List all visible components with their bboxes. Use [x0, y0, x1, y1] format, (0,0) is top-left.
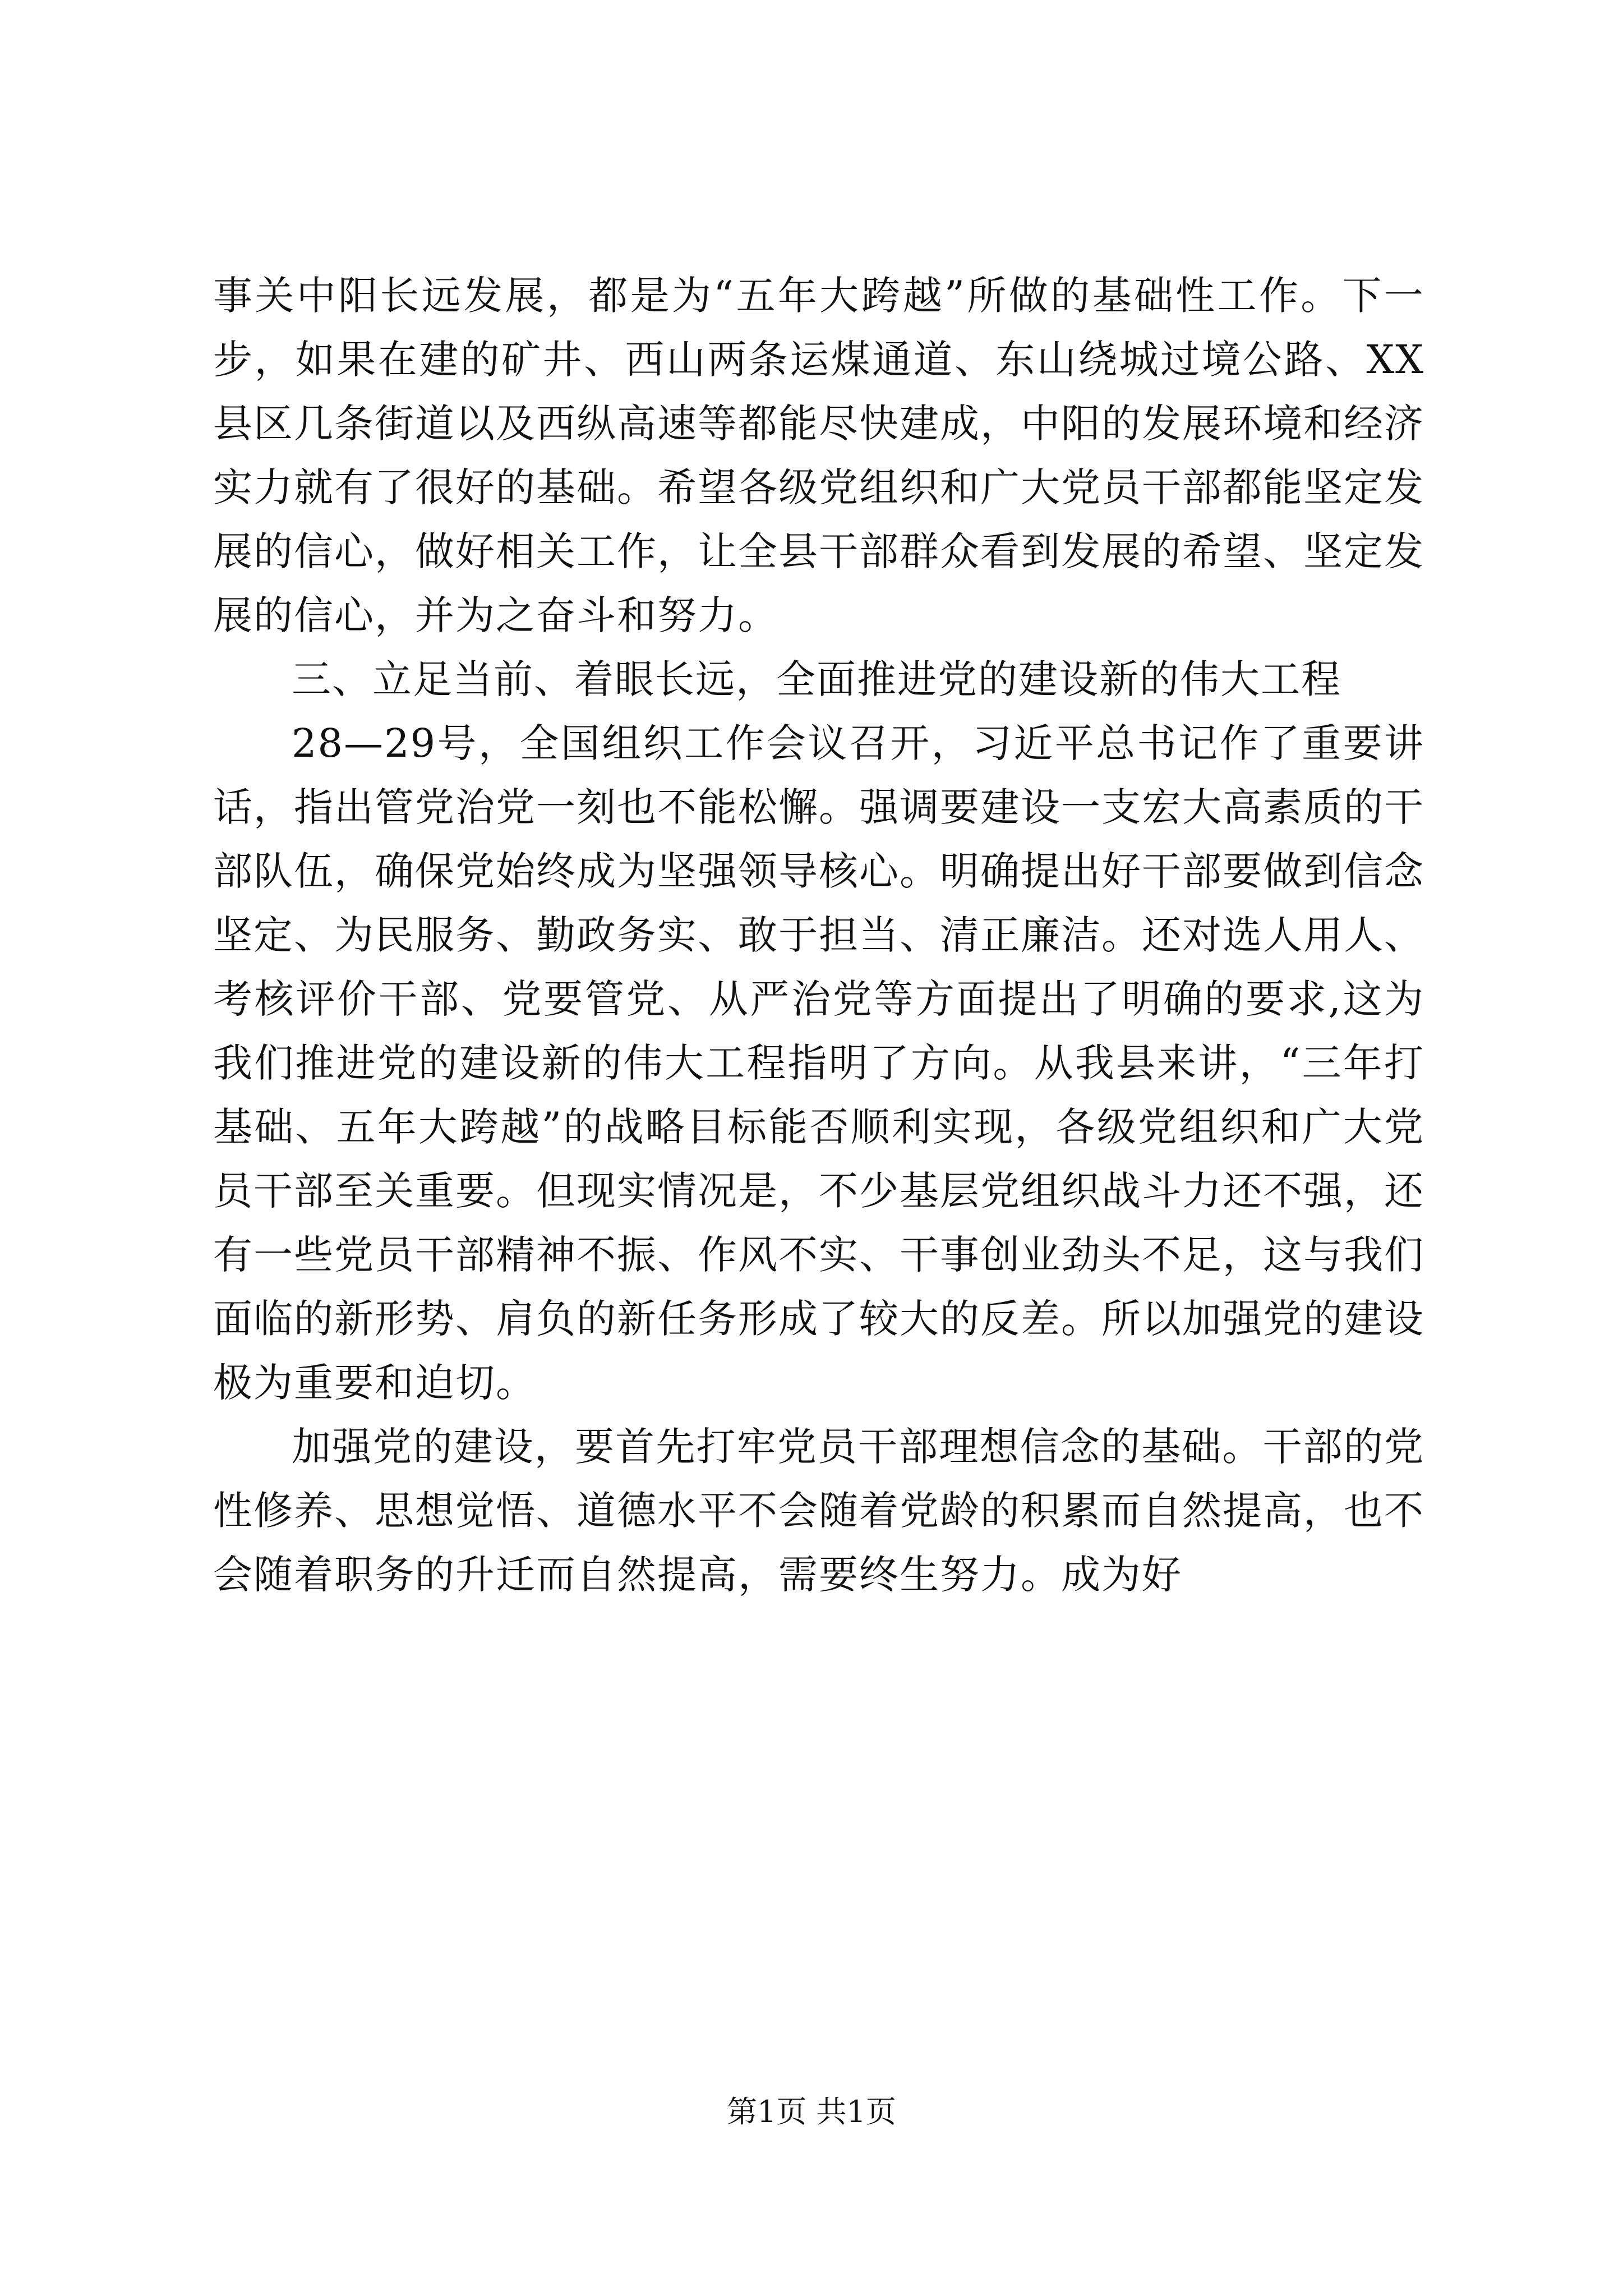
document-body: [213, 264, 1424, 1607]
paragraph-1: 事关中阳长远发展，都是为“五年大跨越”所做的基础性工作。下一步，如果在建的矿井、西山两条运煤通道、东山绕城过境公路、XX县区几条街道以及西纵高速等都能尽快建成，中阳的发展环境和经济实力就有了很好的基础。希望各级党组织和广大党员干部都能坚定发展的信心，做好相关工作，让全县干部群众看到发展的希望、坚定发展的信心，并为之奋斗和努力。: [213, 273, 1424, 638]
paragraph-3: 加强党的建设，要首先打牢党员干部理想信念的基础。干部的党性修养、思想觉悟、道德水平不会随着党龄的积累而自然提高，也不会随着职务的升迁而自然提高，需要终生努力。成为好: [213, 1424, 1424, 1598]
paragraph-2: 28—29号，全国组织工作会议召开，习近平总书记作了重要讲话，指出管党治党一刻也不能松懈。强调要建设一支宏大高素质的干部队伍，确保党始终成为坚强领导核心。明确提出好干部要做到信念坚定、为民服务、勤政务实、敢于担当、清正廉洁。还对选人用人、考核评价干部、党要管党、从严治党等方面提出了明确的要求,这为我们推进党的建设新的伟大工程指明了方向。从我县来讲，“三年打基础、五年大跨越”的战略目标能否顺利实现，各级党组织和广大党员干部至关重要。但现实情况是，不少基层党组织战斗力还不强，还有一些党员干部精神不振、作风不实、干事创业劲头不足，这与我们面临的新形势、肩负的新任务形成了较大的反差。所以加强党的建设极为重要和迫切。: [213, 720, 1424, 1406]
page-footer: 第1页 共1页: [727, 2094, 896, 2129]
section-heading-3: 三、立足当前、着眼长远，全面推进党的建设新的伟大工程: [292, 656, 1341, 702]
